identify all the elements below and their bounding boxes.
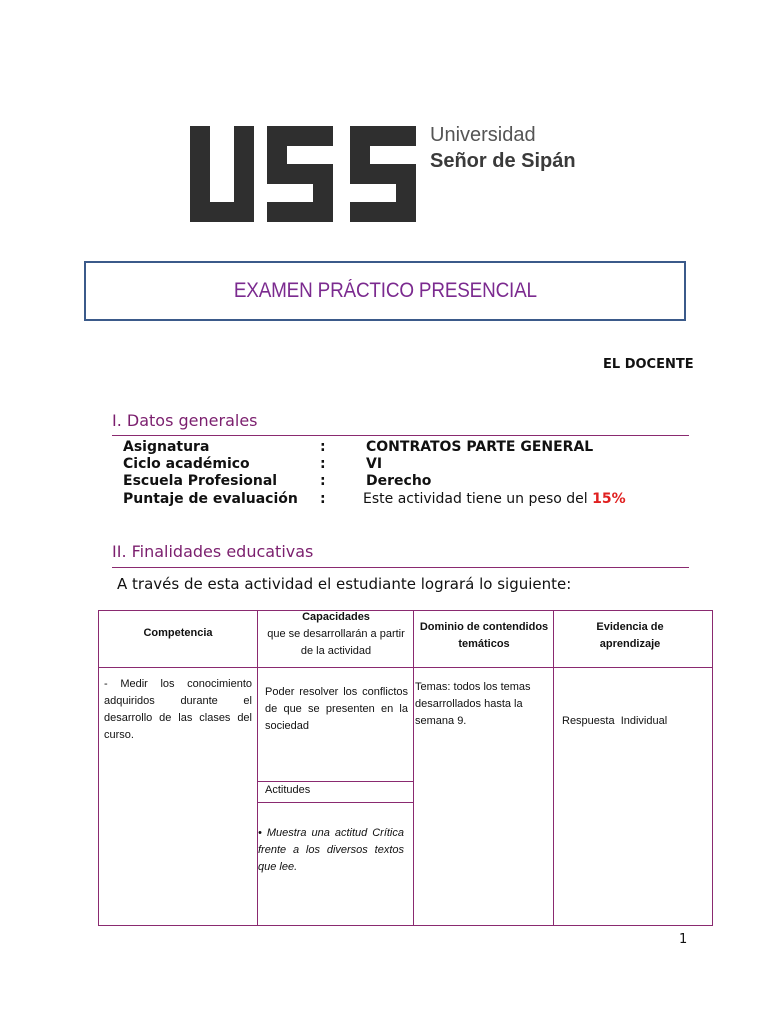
field-label: Ciclo académico xyxy=(123,456,250,472)
field-value-ciclo: VI xyxy=(366,456,383,472)
field-separator: : xyxy=(320,491,326,507)
header-competencia: Competencia xyxy=(143,627,213,639)
field-value-asignatura: CONTRATOS PARTE GENERAL xyxy=(366,439,594,455)
intro-text: A través de esta actividad el estudiante logrará lo siguiente: xyxy=(117,575,572,593)
logo-name-line: Señor de Sipán xyxy=(430,150,576,172)
page-number: 1 xyxy=(679,932,688,947)
exam-title: EXAMEN PRÁCTICO PRESENCIAL xyxy=(233,279,537,302)
table-col-divider xyxy=(553,610,554,926)
field-label: Escuela Profesional xyxy=(123,473,278,489)
table-header-divider xyxy=(98,667,713,668)
field-value-puntaje xyxy=(363,491,626,508)
cell-capacidad: Poder resolver los conflictos de que se presenten en la sociedad xyxy=(265,686,408,732)
header-capacidades: Capacidades xyxy=(302,611,370,623)
cell-actitud: • Muestra una actitud Crítica frente a los diversos textos que lee. xyxy=(258,827,404,873)
cell-dominio: Temas: todos los temas desarrollados hasta la semana 9. xyxy=(415,681,531,727)
table-col-divider xyxy=(257,610,258,926)
header-dominio: Dominio de contendidos temáticos xyxy=(419,621,549,650)
puntaje-percent: 15% xyxy=(592,491,626,507)
section-divider xyxy=(112,567,689,568)
field-value-escuela: Derecho xyxy=(366,473,432,489)
role-label: EL DOCENTE xyxy=(603,357,694,372)
section-heading-finalidades: II. Finalidades educativas xyxy=(112,542,314,561)
logo-university-line: Universidad xyxy=(430,124,536,146)
title-box xyxy=(84,261,686,321)
field-separator: : xyxy=(320,473,326,489)
cell-actitudes-label: Actitudes xyxy=(265,784,311,796)
section-divider xyxy=(112,435,689,436)
field-label: Puntaje de evaluación xyxy=(123,491,298,507)
table-row-divider xyxy=(257,802,414,803)
puntaje-text: Este actividad tiene un peso del xyxy=(363,491,593,507)
field-separator: : xyxy=(320,439,326,455)
header-capacidades-sub: que se desarrollarán a partir de la actividad xyxy=(267,628,405,657)
field-label: Asignatura xyxy=(123,439,210,455)
section-heading-datos: I. Datos generales xyxy=(112,411,258,430)
cell-competencia: - Medir los conocimiento adquiridos durante el desarrollo de las clases del curso. xyxy=(104,678,252,741)
uss-logo-mark xyxy=(190,126,416,222)
field-separator: : xyxy=(320,456,326,472)
header-evidencia: Evidencia de aprendizaje xyxy=(596,621,664,650)
table-col-divider xyxy=(413,610,414,926)
cell-evidencia: Respuesta Individual xyxy=(562,715,668,727)
